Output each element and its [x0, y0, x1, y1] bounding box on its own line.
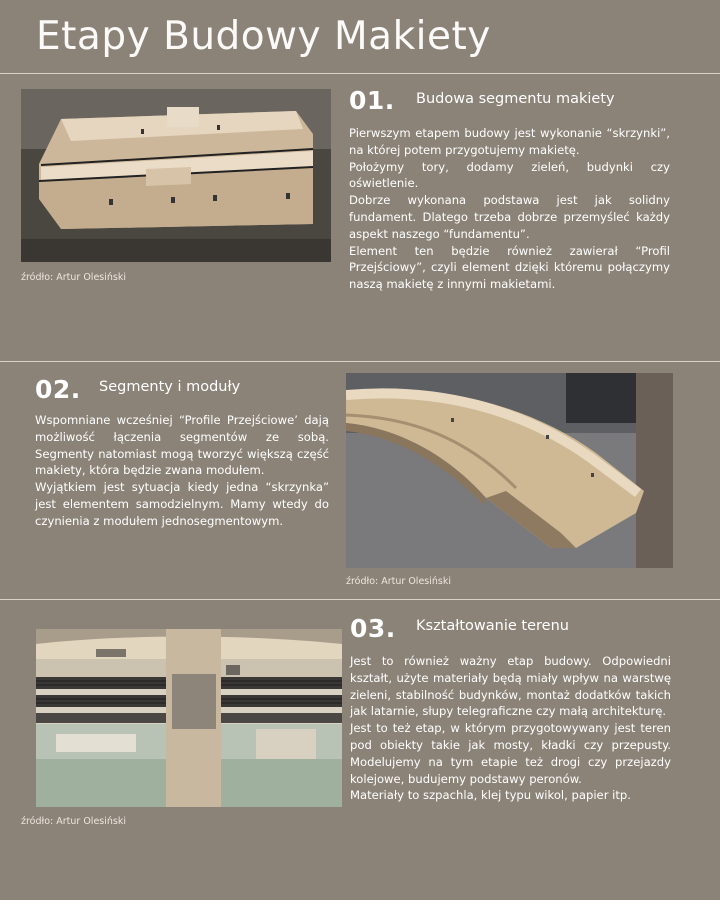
section-3-paragraph: Jest to również ważny etap budowy. Odpowiedni kształt, użyte materiały będą miały wpływ na warstwę zieleni, stabilność budynków, montaż dodatków takich jak latarnie, słupy telegraficzne czy małą architekturę.: [350, 654, 671, 719]
photo-curved-segments: [346, 373, 673, 568]
section-1-paragraph: Położymy tory, dodamy zieleń, budynki czy oświetlenie.: [349, 159, 670, 191]
section-1-number: 01.: [349, 86, 395, 115]
image-source-2: źródło: Artur Olesiński: [346, 576, 451, 587]
photo-terrain: [36, 629, 342, 807]
divider-1: [0, 361, 720, 362]
divider-top: [0, 73, 720, 74]
section-3-number: 03.: [350, 614, 396, 643]
section-3-heading: Kształtowanie terenu: [416, 618, 569, 634]
section-3-body: [350, 653, 671, 804]
section-1-heading: Budowa segmentu makiety: [416, 91, 615, 107]
section-1-paragraph: Pierwszym etapem budowy jest wykonanie “skrzynki”, na której potem przygotujemy makietę.: [349, 126, 670, 157]
divider-2: [0, 599, 720, 600]
section-1-paragraph: Dobrze wykonana podstawa jest jak solidny fundament. Dlatego trzeba dobrze przemyśleć każdy aspekt naszego “fundamentu”.: [349, 193, 670, 241]
section-2-paragraph: Wyjątkiem jest sytuacja kiedy jedna “skrzynka” jest elementem samodzielnym. Mamy wtedy do czynienia z modułem jednosegmentowym.: [35, 480, 329, 528]
section-3-paragraph: Materiały to szpachla, klej typu wikol, papier itp.: [350, 788, 631, 803]
section-1-body: [349, 125, 670, 293]
section-1-paragraph: Element ten będzie również zawierał “Profil Przejściowy”, czyli element dzięki któremu połączymy naszą makietę z innymi makietami.: [349, 243, 670, 292]
section-3-paragraph: Jest to też etap, w którym przygotowywany jest teren pod obiekty takie jak mosty, kładki czy przepusty. Modelujemy na tym etapie też drogi czy przejazdy kolejowe, budujemy podstawy peronów.: [350, 721, 671, 786]
section-2-body: [35, 412, 329, 530]
image-source-1: źródło: Artur Olesiński: [21, 272, 126, 283]
section-2-heading: Segmenty i moduły: [99, 379, 241, 395]
photo-segment-box: [21, 89, 331, 262]
section-2-number: 02.: [35, 375, 81, 404]
section-2-paragraph: Wspomniane wcześniej “Profile Przejściowe’ dają możliwość łączenia segmentów ze sobą. Segmenty natomiast mogą tworzyć większą część makiety, która będzie zwana modułem.: [35, 413, 329, 478]
image-source-3: źródło: Artur Olesiński: [21, 816, 126, 827]
page-title: Etapy Budowy Makiety: [36, 14, 491, 59]
